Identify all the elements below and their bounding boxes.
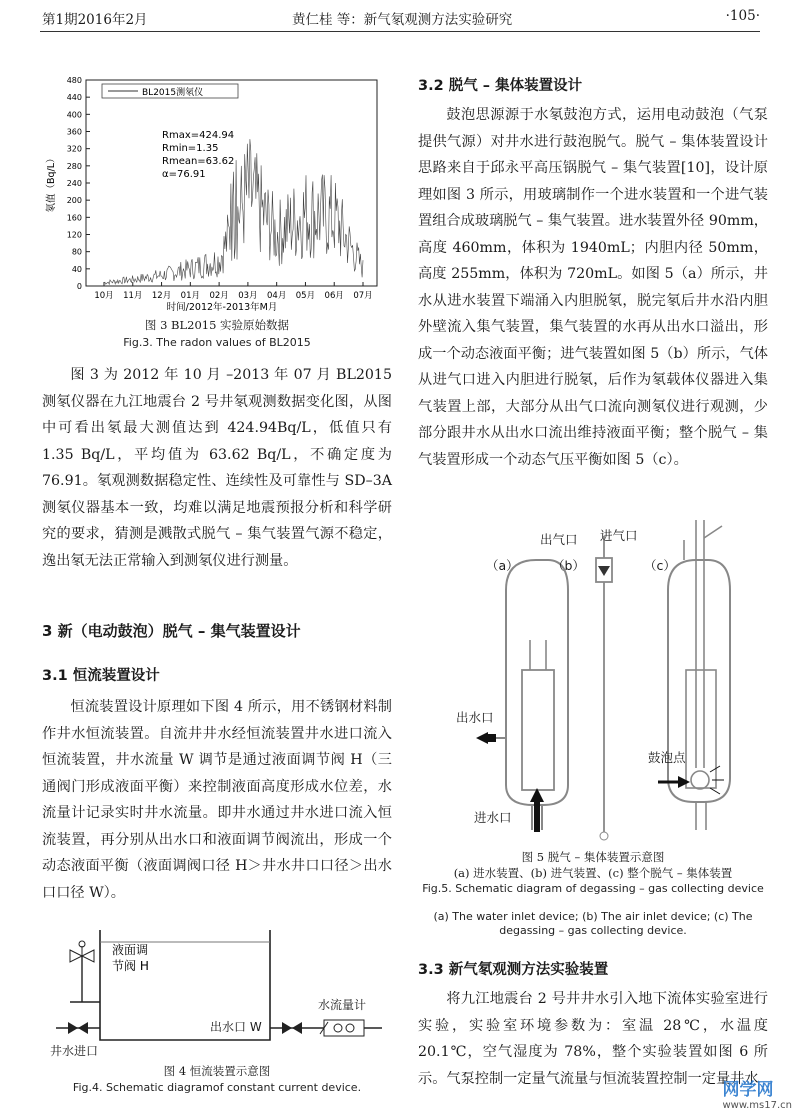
fig5-caption-cn: 图 5 脱气 – 集体装置示意图 [521,850,665,864]
figure-5 [418,520,768,940]
watermark-brand: 网学网 [722,1080,774,1100]
header-rule [40,31,760,32]
y-tick-label: 400 [66,110,82,120]
y-tick-label: 80 [71,247,82,257]
running-title: 黄仁桂 等：新气氡观测方法实验研究 [292,12,513,28]
valve-label-line2: 节阀 H [112,959,149,973]
x-tick-label: 01月 [180,291,200,301]
x-tick-label: 07月 [353,291,373,301]
water-inlet-label: 进水口 [474,810,512,825]
left-para-1 [42,362,392,574]
fig5-label-c: （c） [644,558,676,573]
stat-text: Rmax=424.94 [162,130,235,141]
y-tick-label: 160 [66,213,82,223]
fig4-caption-cn: 图 4 恒流装置示意图 [163,1064,271,1078]
x-tick-label: 10月 [94,291,114,301]
y-tick-label: 200 [66,196,82,206]
y-tick-label: 480 [66,76,82,85]
stat-text: Rmin=1.35 [162,143,219,154]
water-outlet-label: 出水口 [456,710,494,725]
y-tick-label: 440 [66,93,82,103]
fig5-caption-cn-2: (a) 进水装置、(b) 进气装置、(c) 整个脱气 – 集体装置 [453,866,733,880]
y-tick-label: 360 [66,127,82,137]
running-header [0,0,800,36]
x-axis-label: 时间/2012年-2013年M月 [166,302,278,313]
watermark-url: www.ms17.cn [722,1100,792,1111]
gas-outlet-label: 出气口 [540,532,578,547]
x-tick-label: 03月 [238,291,258,301]
watermark [723,1075,793,1111]
y-tick-label: 120 [66,230,82,240]
fig5-label-a: （a） [486,558,519,573]
paragraph: 鼓泡思源源于水氡鼓泡方式，运用电动鼓泡（气泵提供气源）对井水进行鼓泡脱气。脱气 – 集体装置设计思路来自于邱永平高压锅脱气 – 集气装置[10]，设计原理如图 3 所示，用玻璃制作一个进水装置和一个进气装置组合成玻璃脱气 – 集气装置。进水装置外径 90mm，高度 460mm，体积为 1940mL；内胆内径 50mm，高度 255mm，体积为 720mL。如图 5（a）所示，井水从进水装置下端涌入内胆脱氡，脱完氡后井水沿内胆外壁流入集气装置，集气装置的水再从出水口溢出，形成一个动态液面平衡；进气装置如图 5（b）所示，气体从进气口进入内胆进行脱氡，后作为氡载体仪器进入集气装置上部，大部分从出气口流向测氡仪进行观测，少部分跟井水从出水口流出维持液面平衡；整个脱气 – 集气装置形成一个动态气压平衡如图 5（c）。 [418,107,768,468]
x-tick-label: 02月 [209,291,229,301]
section-3-1-heading: 3.1 恒流装置设计 [42,668,160,684]
paragraph: 将九江地震台 2 号井井水引入地下流体实验室进行实验，实验室环境参数为：室温 28℃，水温度 20.1℃，空气湿度为 78%，整个实验装置如图 6 所示。气泵控制一定量气流量与恒流装置控制一定量井水 [418,991,768,1087]
page-number: ·105· [725,8,760,24]
x-tick-label: 12月 [151,291,172,301]
y-tick-label: 0 [76,282,82,291]
gas-inlet-label: 进气口 [600,528,638,543]
paragraph: 图 3 为 2012 年 10 月 –2013 年 07 月 BL2015 测氡仪器在九江地震台 2 号井氡观测数据变化图，从图中可看出氡最大测值达到 424.94Bq/L，低值只有 1.35 Bq/L，平均值为 63.62 Bq/L，不确定度为 76.91。氡观测数据稳定性、连续性及可靠性与 SD–3A 测氡仪器基本一致，均难以满足地震预报分析和科学研究的要求，猜测是溅散式脱气 – 集气装置气源不稳定，逸出氡无法正常输入到测氡仪进行测量。 [42,367,392,569]
section-3-heading: 3 新（电动鼓泡）脱气 – 集气装置设计 [42,622,301,640]
y-tick-label: 240 [66,179,82,188]
left-para-2 [42,694,392,906]
legend-label: BL2015测氡仪 [142,88,204,98]
fig3-caption-cn: 图 3 BL2015 实验原始数据 [144,318,290,332]
y-tick-label: 320 [66,144,82,154]
fig3-caption-en: Fig.3. The radon values of BL2015 [123,336,311,349]
fig5-caption-en-1: Fig.5. Schematic diagram of degassing – gas collecting device [422,882,764,895]
fig4-diagram [42,920,392,1060]
fig5-label-b: （b） [552,558,585,573]
x-tick-label: 04月 [267,291,287,301]
figure-3 [42,74,392,354]
fig5-diagram [418,520,768,850]
valve-label-line1: 液面调 [112,943,149,957]
paragraph: 恒流装置设计原理如下图 4 所示，用不锈钢材料制作井水恒流装置。自流井井水经恒流装置井水进口流入恒流装置，井水流量 W 调节是通过液面调节阀 H（三通阀门形成液面平衡）来控制液面高度形成水位差，水流量计记录实时井水流量。即井水通过井水进口流入恒流装置，再分别从出水口和液面调节阀流出，形成一个动态液面平衡（液面调阀口径 H＞井水井口口径＞出水口口径 W）。 [42,699,392,901]
x-tick-label: 06月 [324,291,344,301]
figure-4 [42,920,392,1100]
outlet-w-label: 出水口 W [210,1020,262,1034]
section-3-2-heading: 3.2 脱气 – 集体装置设计 [418,78,583,94]
stat-text: α=76.91 [162,169,206,180]
section-3-3-heading: 3.3 新气氡观测方法实验装置 [418,962,609,978]
right-para-1 [418,102,768,473]
inlet-label: 井水进口 [50,1044,99,1058]
y-tick-label: 40 [71,264,82,274]
issue-date: 第1期2016年2月 [42,12,148,28]
x-tick-label: 11月 [123,291,143,301]
fig5-caption-en-2: (a) The water inlet device; (b) The air inlet device; (c) The degassing – gas collecting device. [433,910,753,937]
y-axis-label: 氡值（Bq/L） [46,153,57,213]
y-tick-label: 280 [66,161,82,171]
stat-text: Rmean=63.62 [162,156,235,167]
bubble-point-label: 鼓泡点 [648,750,686,765]
fig4-caption-en: Fig.4. Schematic diagramof constant current device. [72,1081,362,1094]
fig3-chart [42,74,392,314]
flowmeter-label: 水流量计 [318,998,367,1012]
x-tick-label: 05月 [295,291,316,301]
right-para-2 [418,986,768,1106]
